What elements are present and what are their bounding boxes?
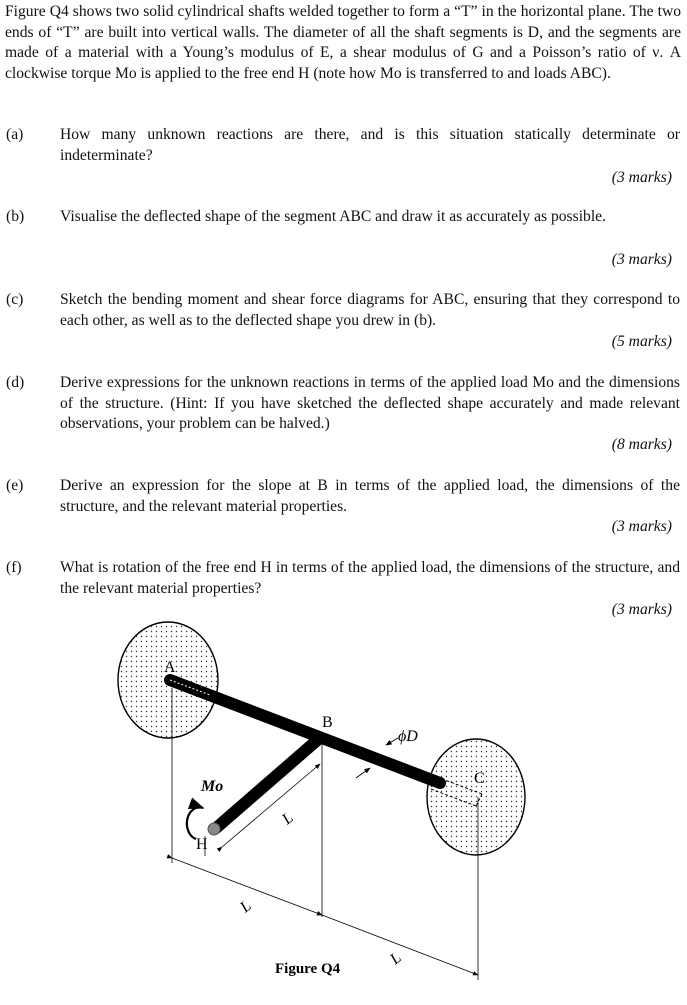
question-a-marks: (3 marks) xyxy=(611,169,672,186)
problem-intro: Figure Q4 shows two solid cylindrical shafts welded together to form a “T” in the horizontal plane. The two ends of “T” are built into vertical walls. The diameter of all the shaft segments is D, and the segments are made of a material with a Young’s modulus of E, a shear modulus of G and a Poisson’s ratio of ν. A clockwise torque Mo is applied to the free end H (note how Mo is transferred to and loads ABC). xyxy=(5,3,681,82)
question-d-marks: (8 marks) xyxy=(611,436,672,453)
label-h: H xyxy=(196,836,208,853)
question-e-label: (e) xyxy=(6,477,24,494)
question-c-marks: (5 marks) xyxy=(611,333,672,350)
question-e-marks: (3 marks) xyxy=(611,518,672,535)
figure-q4 xyxy=(0,615,687,1005)
label-length-hb: L xyxy=(279,809,297,829)
label-a: A xyxy=(164,659,176,676)
free-end-h xyxy=(208,823,220,835)
question-f-marks: (3 marks) xyxy=(611,601,672,618)
question-b-marks: (3 marks) xyxy=(611,251,672,268)
label-length-ab: L xyxy=(237,897,255,917)
question-d-text: Derive expressions for the unknown reactions in terms of the applied load Mo and the dimensions of the structure. (Hint: If you have sketched the deflected shape accurately and made relevant observations, your problem can be halved.) xyxy=(60,374,680,432)
question-b-label: (b) xyxy=(6,208,25,225)
question-a-text: How many unknown reactions are there, and is this situation statically determinate or indeterminate? xyxy=(60,126,680,164)
label-length-bc: L xyxy=(387,949,405,969)
label-c: C xyxy=(474,770,485,787)
question-c-text: Sketch the bending moment and shear force diagrams for ABC, ensuring that they correspond to each other, as well as to the deflected shape you drew in (b). xyxy=(60,291,680,329)
label-diameter: ϕD xyxy=(398,728,418,745)
figure-caption: Figure Q4 xyxy=(275,961,341,977)
question-a-label: (a) xyxy=(6,126,24,143)
question-c-label: (c) xyxy=(6,291,24,308)
question-f-label: (f) xyxy=(6,559,22,576)
moment-arrow xyxy=(187,807,203,839)
shaft-hb xyxy=(215,736,322,829)
wall-right xyxy=(427,739,525,855)
label-b: B xyxy=(322,714,333,731)
question-e-text: Derive an expression for the slope at B in terms of the applied load, the dimensions of the structure, and the relevant material properties. xyxy=(60,477,680,515)
question-b-text: Visualise the deflected shape of the segment ABC and draw it as accurately as possible. xyxy=(60,208,606,225)
label-moment: Mo xyxy=(201,778,224,795)
question-d-label: (d) xyxy=(6,374,25,391)
question-f-text: What is rotation of the free end H in terms of the applied load, the dimensions of the structure, and the relevant material properties? xyxy=(60,559,680,597)
